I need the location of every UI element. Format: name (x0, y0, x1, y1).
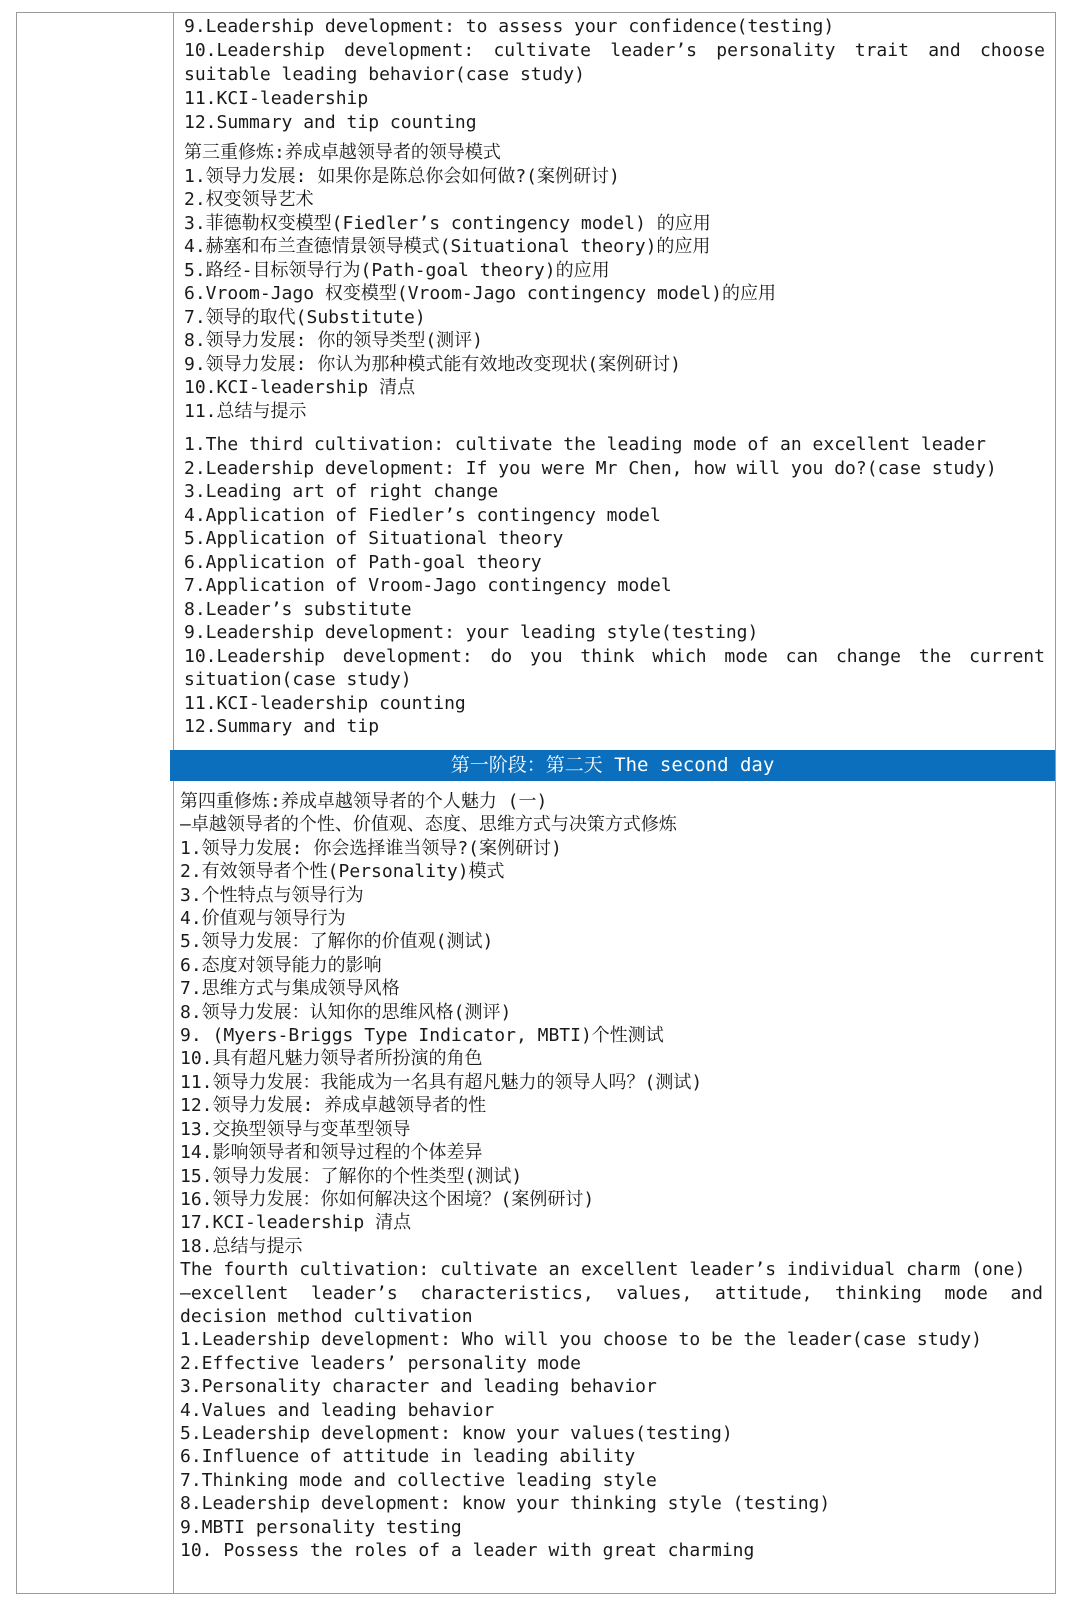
text-line: 7.Thinking mode and collective leading style (180, 1469, 657, 1491)
text-line: 10. Possess the roles of a leader with great charming (180, 1540, 755, 1561)
day-section-header: 第一阶段：第二天 The second day (170, 750, 1055, 781)
text-line: 第三重修炼:养成卓越领导者的领导模式 (184, 142, 501, 163)
text-line: 2.权变领导艺术 (184, 189, 314, 210)
text-line: 4.Application of Fiedler’s contingency model (184, 504, 661, 526)
text-line: —excellent leader’s characteristics, values, attitude, thinking mode and decision method cultivation (180, 1282, 1054, 1327)
text-line: The fourth cultivation: cultivate an excellent leader’s individual charm (one) (180, 1259, 1026, 1281)
text-line: 11.KCI-leadership (184, 88, 369, 109)
text-line: 12.Summary and tip (184, 716, 380, 737)
text-line: 10.KCI-leadership 清点 (184, 377, 416, 398)
text-line: 6.Influence of attitude in leading ability (180, 1446, 636, 1468)
text-line: 2.Effective leaders’ personality mode (180, 1352, 581, 1374)
text-line: 6.态度对领导能力的影响 (180, 954, 382, 976)
text-line: 7.领导的取代(Substitute) (184, 306, 426, 328)
text-line: 3.Leading art of right change (184, 481, 499, 502)
text-line: 11.领导力发展：我能成为一名具有超凡魅力的领导人吗？(测试) (180, 1071, 703, 1093)
text-line: 1.The third cultivation: cultivate the leading mode of an excellent leader (184, 434, 986, 455)
text-line: 1.Leadership development: Who will you choose to be the leader(case study) (180, 1329, 982, 1351)
text-line: 4.价值观与领导行为 (180, 908, 346, 930)
text-line: 18.总结与提示 (180, 1235, 303, 1257)
block-third-cultivation-zh (184, 141, 1045, 423)
text-line: 15.领导力发展：了解你的个性类型(测试) (180, 1165, 523, 1187)
left-column (17, 13, 174, 1593)
text-line: 7.思维方式与集成领导风格 (180, 978, 400, 1000)
text-line: 16.领导力发展：你如何解决这个困境？(案例研讨) (180, 1188, 595, 1210)
text-line: 2.有效领导者个性(Personality)模式 (180, 861, 505, 883)
text-line: 9.MBTI personality testing (180, 1516, 462, 1538)
text-line: 7.Application of Vroom-Jago contingency model (184, 575, 672, 596)
text-line: 10.具有超凡魅力领导者所扮演的角色 (180, 1048, 483, 1070)
text-line: 1.领导力发展: 你会选择谁当领导?(案例研讨) (180, 837, 562, 859)
block-third-cultivation-en (184, 433, 1056, 739)
text-line: 3.个性特点与领导行为 (180, 884, 364, 906)
text-line: 13.交换型领导与变革型领导 (180, 1118, 411, 1140)
text-line: 9.Leadership development: your leading style(testing) (184, 622, 759, 643)
text-line: 9.Leadership development: to assess your confidence(testing) (184, 16, 835, 37)
text-line: 8.Leader’s substitute (184, 598, 412, 620)
text-line: 5.领导力发展：了解你的价值观(测试) (180, 931, 494, 953)
text-line: 8.领导力发展：认知你的思维风格(测评) (180, 1001, 512, 1023)
text-line: 9.领导力发展: 你认为那种模式能有效地改变现状(案例研讨) (184, 353, 682, 375)
text-line: 14.影响领导者和领导过程的个体差异 (180, 1142, 483, 1164)
text-line: 3.Personality character and leading behavior (180, 1376, 657, 1398)
text-line: 8.领导力发展: 你的领导类型(测评) (184, 330, 484, 351)
text-line: 5.Leadership development: know your values(testing) (180, 1422, 733, 1444)
text-line: 17.KCI-leadership 清点 (180, 1212, 412, 1234)
text-line: 12.领导力发展: 养成卓越领导者的性 (180, 1095, 487, 1117)
text-line: 11.KCI-leadership counting (184, 692, 466, 714)
text-line: 10.Leadership development: do you think which mode can change the current situation(case study) (184, 645, 1056, 690)
text-line: 11.总结与提示 (184, 400, 307, 422)
text-line: 6.Vroom-Jago 权变模型(Vroom-Jago contingency model)的应用 (184, 283, 776, 304)
text-line: 6.Application of Path-goal theory (184, 551, 542, 573)
block-third-cultivation-en-tail (184, 15, 1056, 135)
text-line: 8.Leadership development: know your thinking style (testing) (180, 1493, 831, 1515)
text-line: 4.赫塞和布兰查德情景领导模式(Situational theory)的应用 (184, 236, 711, 257)
block-fourth-cultivation (180, 790, 1054, 1562)
text-line: 1.领导力发展: 如果你是陈总你会如何做?(案例研讨) (184, 165, 620, 187)
text-line: 12.Summary and tip counting (184, 112, 477, 133)
text-line: 5.路经-目标领导行为(Path-goal theory)的应用 (184, 259, 610, 281)
text-line: —卓越领导者的个性、价值观、态度、思维方式与决策方式修炼 (180, 814, 677, 836)
text-line: 9. (Myers-Briggs Type Indicator, MBTI)个性测试 (180, 1025, 664, 1047)
text-line: 10.Leadership development: cultivate leader’s personality trait and choose suitable leading behavior(case study) (184, 40, 1056, 85)
text-line: 4.Values and leading behavior (180, 1399, 495, 1421)
text-line: 第四重修炼:养成卓越领导者的个人魅力 (一) (180, 791, 548, 812)
text-line: 3.菲德勒权变模型(Fiedler’s contingency model) 的应用 (184, 212, 711, 234)
text-line: 2.Leadership development: If you were Mr Chen, how will you do?(case study) (184, 457, 997, 479)
text-line: 5.Application of Situational theory (184, 528, 564, 549)
